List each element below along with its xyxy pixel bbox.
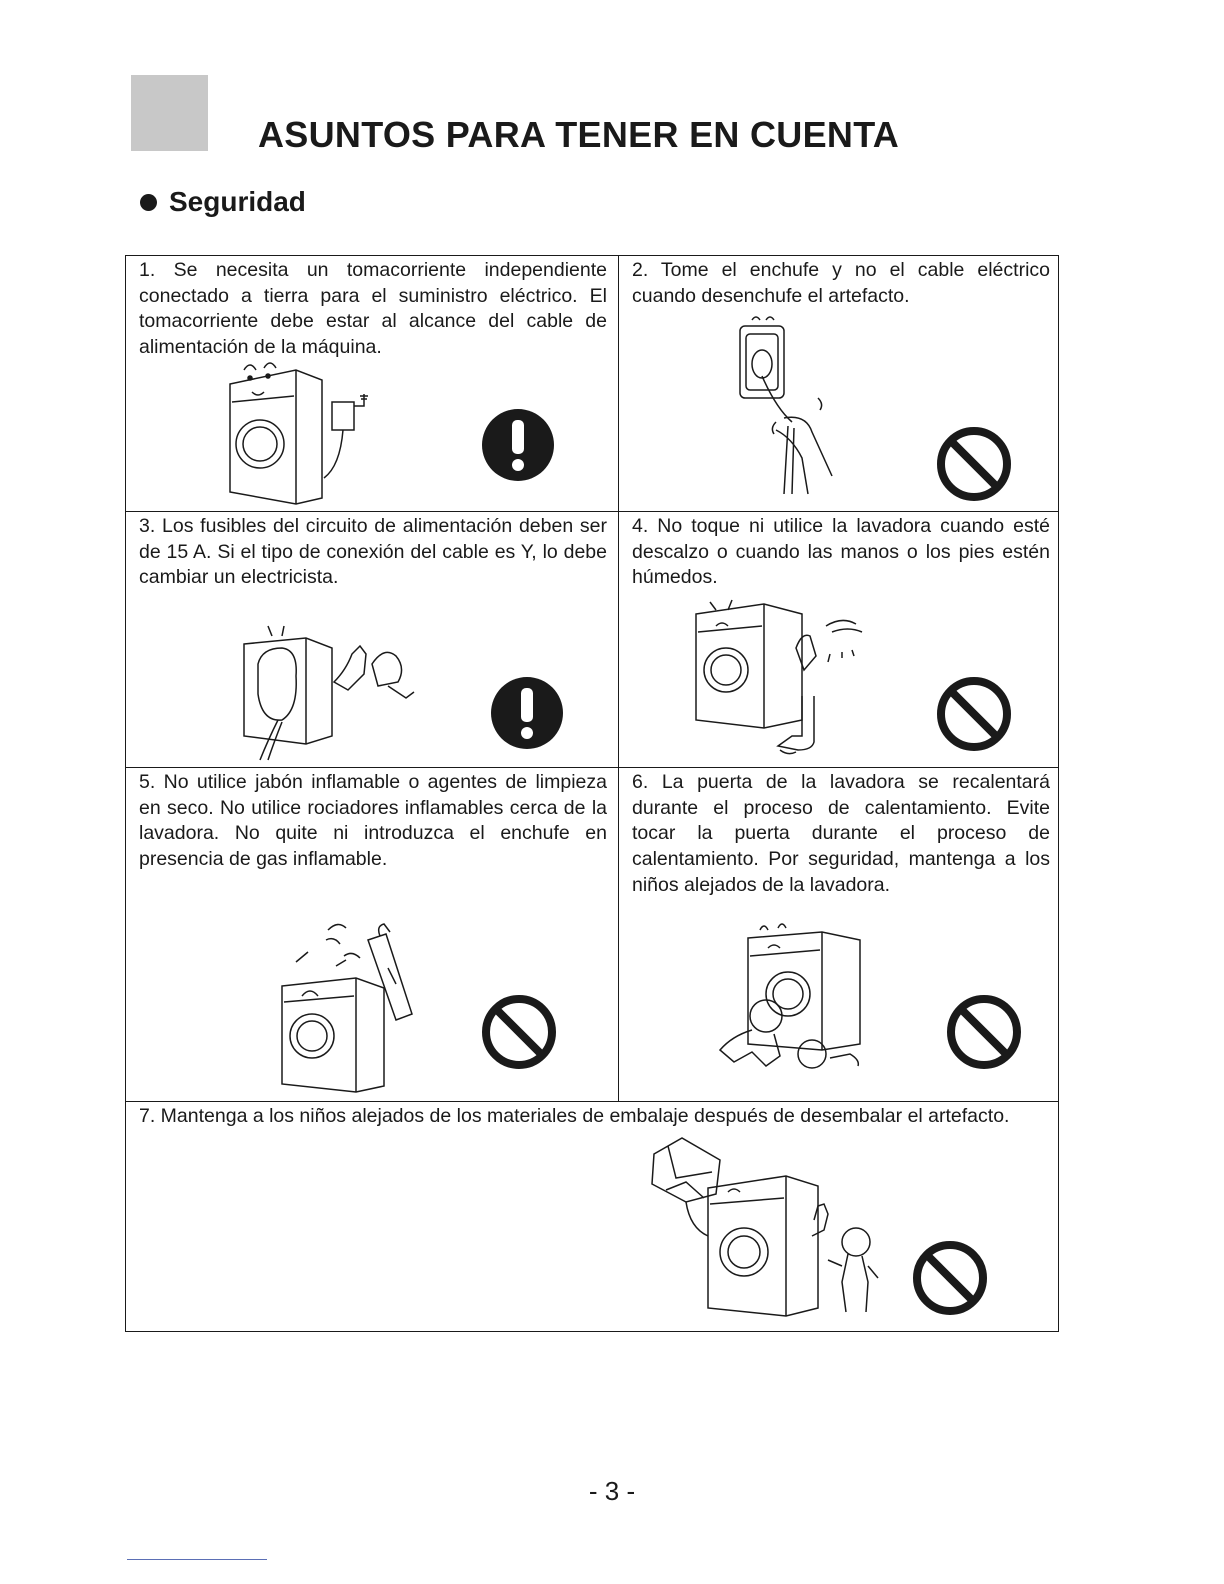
- safety-item-6: [632, 770, 1050, 899]
- prohibited-icon: [481, 994, 557, 1070]
- prohibited-icon: [946, 994, 1022, 1070]
- safety-item-text: 1. Se necesita un tomacorriente independiente conectado a tierra para el suministro eléctrico. El tomacorriente debe estar al alcance del cable de alimentación de la máquina.: [139, 259, 607, 359]
- footer-divider: [127, 1559, 267, 1560]
- safety-item-2: [632, 258, 1050, 309]
- safety-item-text: 5. No utilice jabón inflamable o agentes de limpieza en seco. No utilice rociadores inflamables cerca de la lavadora. No quite ni introduzca el enchufe en presencia de gas inflamable.: [139, 771, 607, 871]
- safety-item-1: [139, 258, 607, 361]
- safety-item-text: 2. Tome el enchufe y no el cable eléctrico cuando desenchufe el artefacto.: [632, 259, 1050, 307]
- column-divider: [618, 256, 619, 1101]
- page-title: ASUNTOS PARA TENER EN CUENTA: [258, 114, 900, 155]
- packaging-child-illustration: [646, 1132, 886, 1322]
- row-divider: [126, 1101, 1058, 1102]
- section-title: Seguridad: [169, 186, 306, 217]
- safety-item-text: 3. Los fusibles del circuito de alimentación deben ser de 15 A. Si el tipo de conexión del cable es Y, lo debe cambiar un electricista.: [139, 515, 607, 589]
- mandatory-action-icon: [481, 408, 555, 482]
- section-heading: [140, 186, 306, 218]
- page-number: - 3 -: [588, 1476, 636, 1506]
- fuse-plug-illustration: [238, 624, 428, 764]
- bullet-icon: [140, 194, 157, 211]
- row-divider: [126, 511, 1058, 512]
- prohibited-icon: [936, 426, 1012, 502]
- row-divider: [126, 767, 1058, 768]
- child-hot-door-illustration: [712, 926, 882, 1086]
- flammable-spray-illustration: [276, 916, 426, 1091]
- section-marker-square: [131, 75, 208, 151]
- safety-item-5: [139, 770, 607, 873]
- safety-grid: [125, 255, 1059, 1332]
- mandatory-action-icon: [490, 676, 564, 750]
- safety-item-text: 6. La puerta de la lavadora se recalentará durante el proceso de calentamiento. Evite tocar la puerta durante el proceso de calentamiento. Por seguridad, mantenga a los niños alejados de la lavadora.: [632, 771, 1050, 896]
- wet-hands-washer-illustration: [692, 596, 872, 756]
- safety-item-text: 4. No toque ni utilice la lavadora cuando esté descalzo o cuando las manos o los pies estén húmedos.: [632, 515, 1050, 589]
- prohibited-icon: [936, 676, 1012, 752]
- prohibited-icon: [912, 1240, 988, 1316]
- safety-item-4: [632, 514, 1050, 591]
- safety-item-7: [139, 1104, 1047, 1130]
- safety-item-3: [139, 514, 607, 591]
- safety-item-text: 7. Mantenga a los niños alejados de los materiales de embalaje después de desembalar el artefacto.: [139, 1105, 1010, 1127]
- washer-outlet-illustration: [226, 366, 376, 506]
- unplug-hand-illustration: [736, 318, 866, 498]
